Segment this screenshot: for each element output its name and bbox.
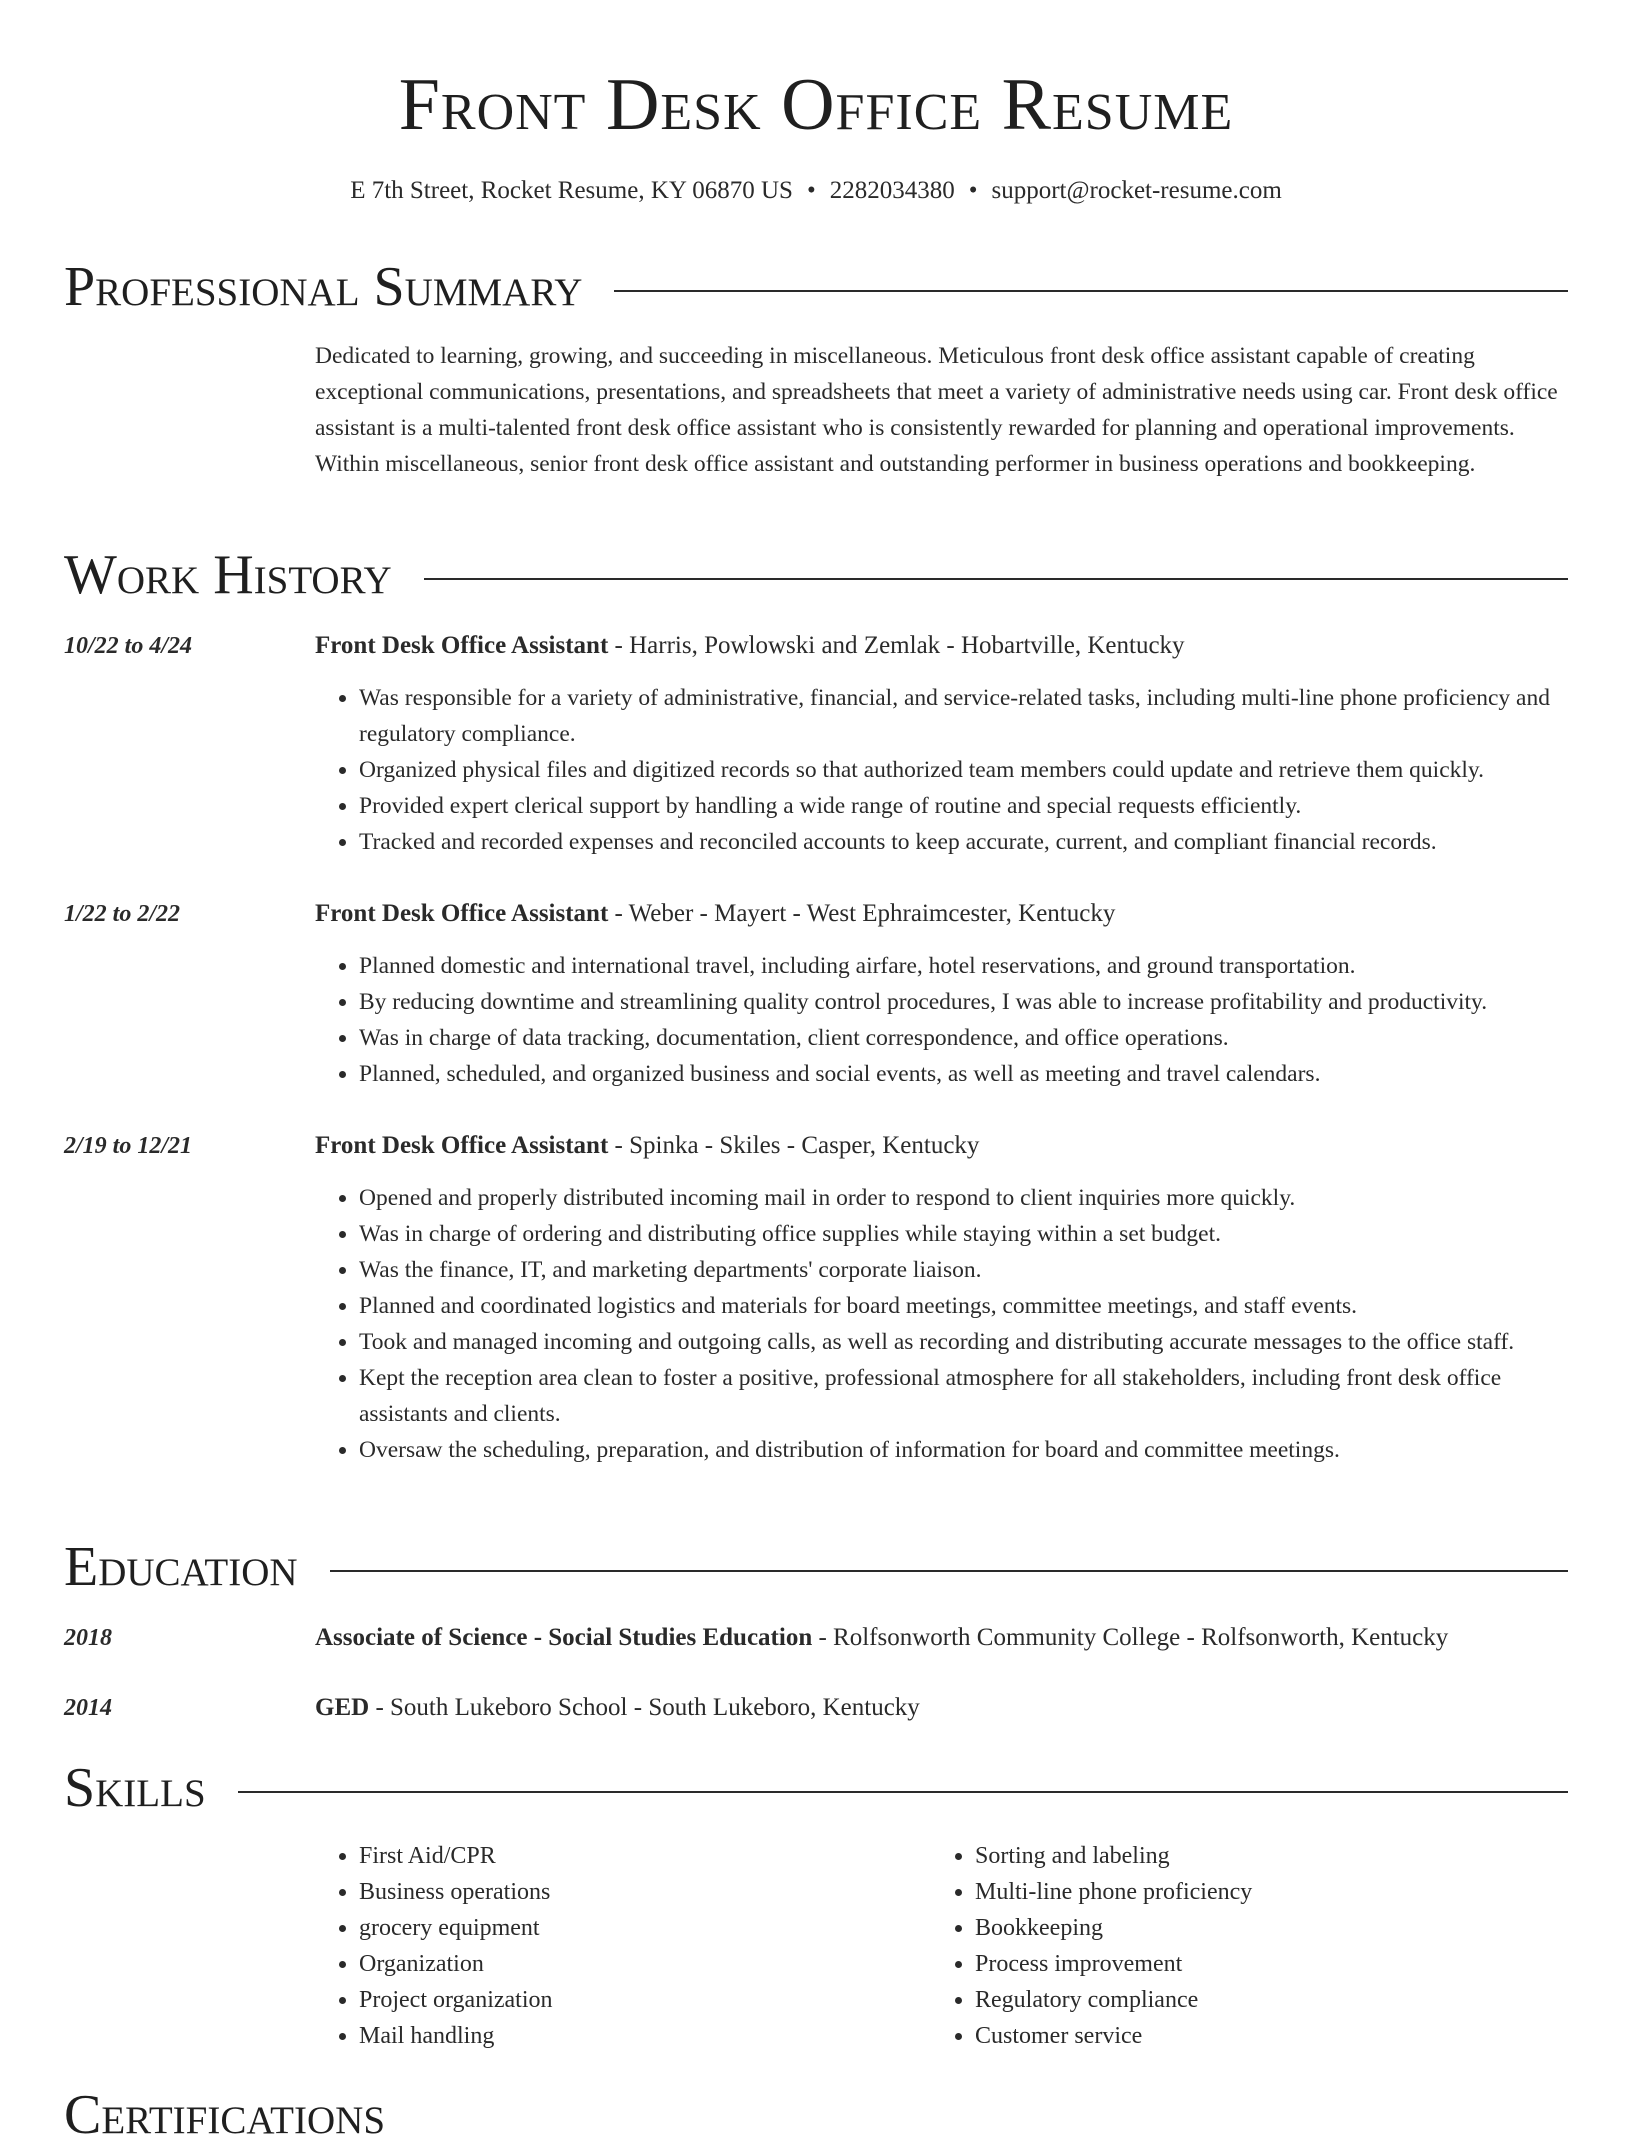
section-title: Professional Summary: [64, 256, 583, 318]
list-item: • Was in charge of ordering and distributing office supplies while staying within a set budget.: [359, 1216, 1568, 1252]
divider: [614, 290, 1568, 292]
list-item: • Was responsible for a variety of administrative, financial, and service-related tasks, including multi-line phone proficiency and regulatory compliance.: [359, 680, 1568, 752]
education-heading: [315, 1690, 1568, 1726]
work-bullets: [315, 680, 1568, 860]
address: E 7th Street, Rocket Resume, KY 06870 US: [350, 177, 793, 204]
skill-item: • Project organization: [359, 1982, 931, 2018]
section-summary: [64, 252, 1568, 322]
work-dates: 2/19 to 12/21: [64, 1133, 193, 1159]
list-item: • Took and managed incoming and outgoing calls, as well as recording and distributing accurate messages to the office staff.: [359, 1324, 1568, 1360]
list-item: • Planned domestic and international travel, including airfare, hotel reservations, and ground transportation.: [359, 948, 1568, 984]
list-item: • Was in charge of data tracking, documentation, client correspondence, and office operations.: [359, 1020, 1568, 1056]
skill-item: • Multi-line phone proficiency: [975, 1874, 1547, 1910]
education-year: 2014: [64, 1695, 112, 1721]
school-details: - South Lukeboro School - South Lukeboro, Kentucky: [369, 1694, 920, 1721]
skill-item: • Bookkeeping: [975, 1910, 1547, 1946]
degree: Associate of Science - Social Studies Education: [315, 1624, 813, 1651]
skill-item: • First Aid/CPR: [359, 1838, 931, 1874]
skill-item: • Process improvement: [975, 1946, 1547, 1982]
work-bullets: [315, 948, 1568, 1092]
skill-item: • Organization: [359, 1946, 931, 1982]
work-heading: [315, 1128, 1568, 1164]
list-item: • Provided expert clerical support by handling a wide range of routine and special requests efficiently.: [359, 788, 1568, 824]
divider: [238, 1791, 1568, 1793]
list-item: • Oversaw the scheduling, preparation, and distribution of information for board and committee meetings.: [359, 1432, 1568, 1468]
list-item: • Opened and properly distributed incoming mail in order to respond to client inquiries more quickly.: [359, 1180, 1568, 1216]
job-details: - Harris, Powlowski and Zemlak - Hobartville, Kentucky: [608, 632, 1185, 659]
skill-item: • Mail handling: [359, 2018, 931, 2054]
section-skills: [64, 1753, 1568, 1823]
skills-column-right: [931, 1838, 1547, 2054]
education-heading: [315, 1620, 1568, 1656]
degree: GED: [315, 1694, 370, 1721]
separator: •: [968, 177, 978, 204]
section-certifications: [64, 2080, 1568, 2150]
job-title: Front Desk Office Assistant: [315, 900, 609, 927]
school-details: - Rolfsonworth Community College - Rolfsonworth, Kentucky: [812, 1624, 1449, 1651]
section-title: Skills: [64, 1757, 206, 1819]
work-dates: 10/22 to 4/24: [64, 633, 193, 659]
section-title: Education: [64, 1536, 298, 1598]
education-year: 2018: [64, 1625, 112, 1651]
section-work-history: [64, 540, 1568, 610]
work-dates: 1/22 to 2/22: [64, 901, 181, 927]
contact-line: [0, 174, 1632, 208]
skill-item: • Business operations: [359, 1874, 931, 1910]
job-title: Front Desk Office Assistant: [315, 1132, 609, 1159]
skill-item: • Regulatory compliance: [975, 1982, 1547, 2018]
divider: [330, 1570, 1568, 1572]
section-education: [64, 1532, 1568, 1602]
skill-item: • grocery equipment: [359, 1910, 931, 1946]
work-bullets: [315, 1180, 1568, 1468]
resume-name: Front Desk Office Resume: [398, 64, 1234, 146]
job-details: - Weber - Mayert - West Ephraimcester, Kentucky: [608, 900, 1116, 927]
work-heading: [315, 628, 1568, 664]
work-heading: [315, 896, 1568, 932]
skills-column-left: [315, 1838, 931, 2054]
skill-item: • Customer service: [975, 2018, 1547, 2054]
skills-list: [315, 1838, 1568, 2054]
list-item: • By reducing downtime and streamlining quality control procedures, I was able to increase profitability and productivity.: [359, 984, 1568, 1020]
skill-item: • Sorting and labeling: [975, 1838, 1547, 1874]
phone: 2282034380: [829, 177, 955, 204]
summary-text: Dedicated to learning, growing, and succeeding in miscellaneous. Meticulous front desk office assistant capable of creating exceptional communications, presentations, and spreadsheets that meet a variety of administrative needs using car. Front desk office assistant is a multi-talented front desk office assistant who is consistently rewarded for planning and operational improvements. Within miscellaneous, senior front desk office assistant and outstanding performer in business operations and bookkeeping.: [315, 343, 1558, 477]
list-item: • Planned, scheduled, and organized business and social events, as well as meeting and travel calendars.: [359, 1056, 1568, 1092]
section-title: Certifications: [64, 2084, 386, 2146]
email: support@rocket-resume.com: [991, 177, 1282, 204]
divider: [424, 578, 1568, 580]
separator: •: [806, 177, 816, 204]
list-item: • Tracked and recorded expenses and reconciled accounts to keep accurate, current, and compliant financial records.: [359, 824, 1568, 860]
list-item: • Organized physical files and digitized records so that authorized team members could update and retrieve them quickly.: [359, 752, 1568, 788]
list-item: • Was the finance, IT, and marketing departments' corporate liaison.: [359, 1252, 1568, 1288]
job-details: - Spinka - Skiles - Casper, Kentucky: [608, 1132, 980, 1159]
job-title: Front Desk Office Assistant: [315, 632, 609, 659]
list-item: • Kept the reception area clean to foster a positive, professional atmosphere for all stakeholders, including front desk office assistants and clients.: [359, 1360, 1568, 1432]
section-title: Work History: [64, 544, 392, 606]
list-item: • Planned and coordinated logistics and materials for board meetings, committee meetings, and staff events.: [359, 1288, 1568, 1324]
